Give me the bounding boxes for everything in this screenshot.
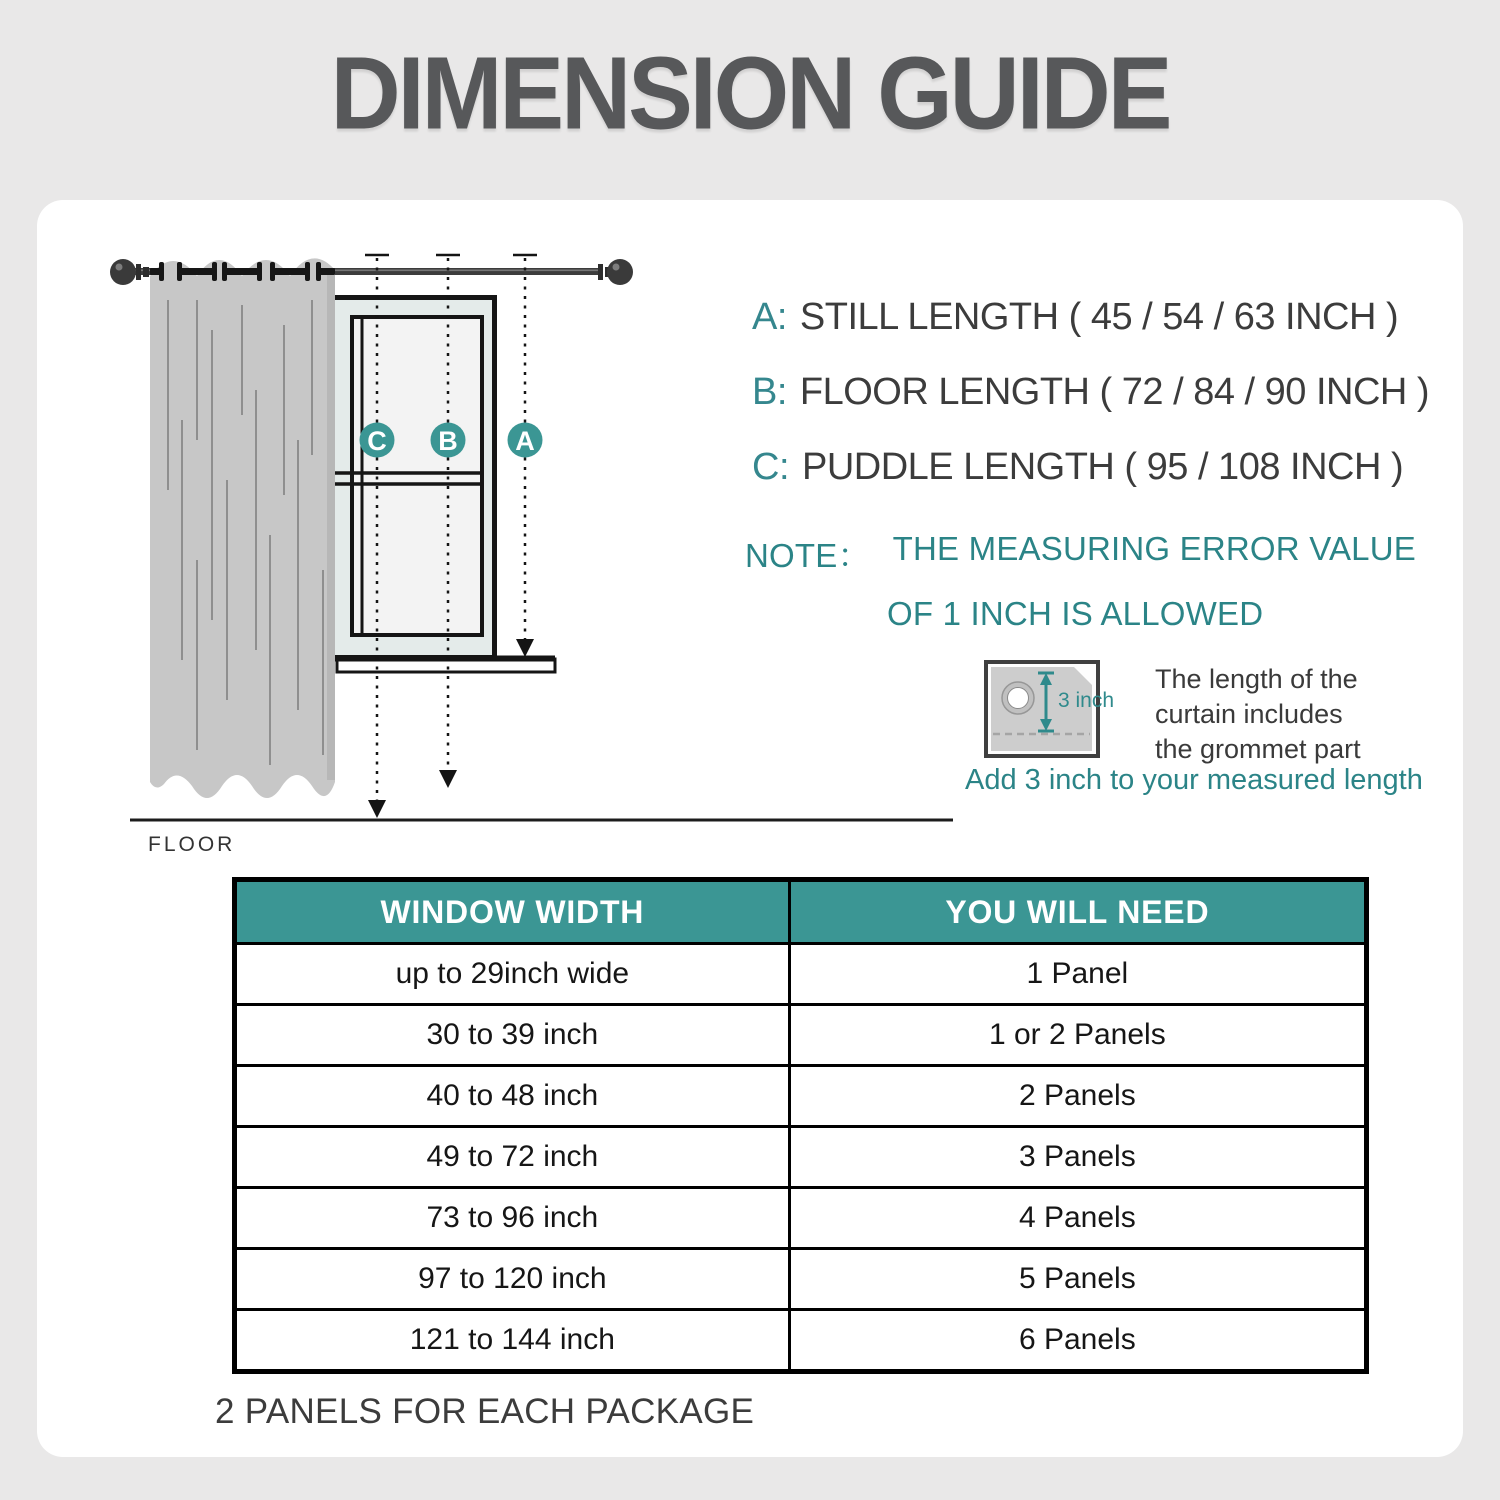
grommet-hole: [1008, 688, 1029, 709]
panels-cell: 5 Panels: [789, 1249, 1366, 1310]
three-inch-label: 3 inch: [1058, 689, 1115, 712]
table-row: [235, 1310, 1367, 1372]
header-window-width: WINDOW WIDTH: [235, 880, 790, 944]
note-line1: THE MEASURING ERROR VALUE: [892, 530, 1416, 567]
grommet-tip: Add 3 inch to your measured length: [965, 764, 1423, 796]
panels-cell: 6 Panels: [789, 1310, 1366, 1372]
measurement-text: FLOOR LENGTH ( 72 / 84 / 90 INCH ): [799, 371, 1430, 413]
grommet-description-line: the grommet part: [1155, 734, 1361, 764]
circle-a-label: A: [515, 426, 535, 456]
panels-cell: 4 Panels: [789, 1188, 1366, 1249]
window-width-cell: 97 to 120 inch: [235, 1249, 790, 1310]
rod-finial-left: [110, 259, 136, 285]
grommet-description-line: curtain includes: [1155, 699, 1343, 729]
grommet-diagram: [982, 658, 1152, 768]
measurement-letter: C:: [752, 446, 789, 488]
dimension-card: [37, 200, 1463, 1457]
page-title: DIMENSION GUIDE: [330, 35, 1170, 151]
curtain-panel: [150, 258, 335, 798]
note-label: NOTE：: [745, 537, 871, 574]
window-width-cell: 40 to 48 inch: [235, 1066, 790, 1127]
measurement-row-a: [752, 280, 1429, 355]
measurement-row-c: [752, 430, 1429, 505]
table-row: [235, 1249, 1367, 1310]
panels-cell: 1 or 2 Panels: [789, 1005, 1366, 1066]
measurement-list: [752, 280, 1429, 505]
measurement-text: PUDDLE LENGTH ( 95 / 108 INCH ): [802, 446, 1404, 488]
table-row: [235, 1127, 1367, 1188]
panels-cell: 3 Panels: [789, 1127, 1366, 1188]
measurement-row-b: [752, 355, 1429, 430]
measuring-note: [745, 530, 1416, 633]
window-width-cell: 73 to 96 inch: [235, 1188, 790, 1249]
footer-note: 2 PANELS FOR EACH PACKAGE: [215, 1392, 755, 1431]
window: [319, 298, 495, 658]
table-row: [235, 1005, 1367, 1066]
table-row: [235, 944, 1367, 1005]
window-width-cell: 49 to 72 inch: [235, 1127, 790, 1188]
grommet-description: [1155, 662, 1361, 767]
measurement-text: STILL LENGTH ( 45 / 54 / 63 INCH ): [799, 296, 1399, 338]
window-sill: [318, 659, 555, 673]
circle-c-label: C: [367, 426, 387, 456]
note-line2: OF 1 INCH IS ALLOWED: [887, 595, 1264, 632]
window-width-cell: 30 to 39 inch: [235, 1005, 790, 1066]
measurement-letter: A:: [752, 296, 787, 338]
measurement-letter: B:: [752, 371, 787, 413]
panels-table: [232, 877, 1369, 1374]
table-header-row: [235, 880, 1367, 944]
table-row: [235, 1188, 1367, 1249]
table-row: [235, 1066, 1367, 1127]
window-width-cell: 121 to 144 inch: [235, 1310, 790, 1372]
header-you-will-need: YOU WILL NEED: [789, 880, 1366, 944]
floor-label: FLOOR: [148, 833, 236, 856]
circle-b-label: B: [438, 426, 458, 456]
label-circles: [360, 423, 543, 458]
window-width-cell: up to 29inch wide: [235, 944, 790, 1005]
grommet-description-line: The length of the: [1155, 664, 1358, 694]
panels-cell: 2 Panels: [789, 1066, 1366, 1127]
rod-finial-right: [607, 259, 633, 285]
panels-cell: 1 Panel: [789, 944, 1366, 1005]
